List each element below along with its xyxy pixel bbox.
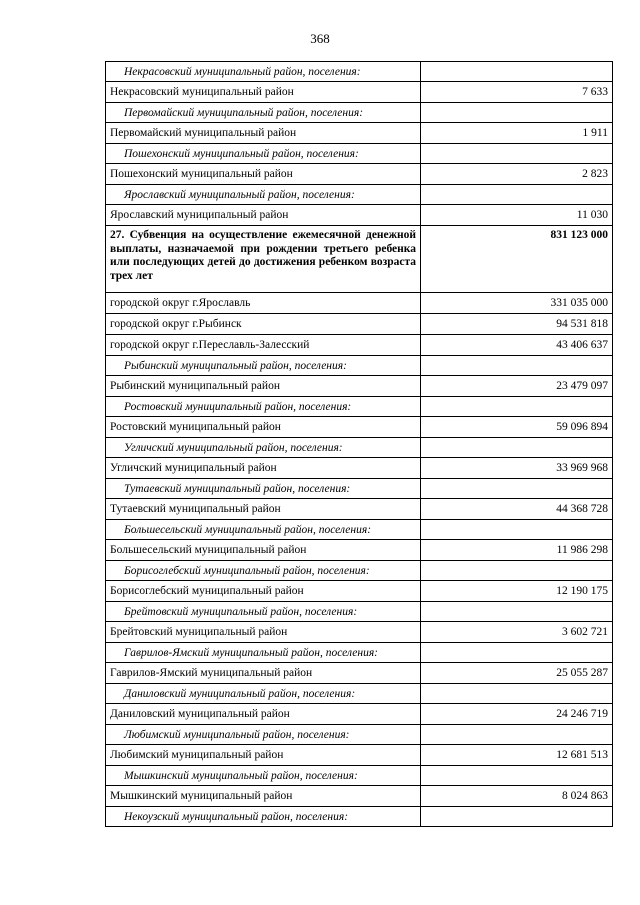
- row-amount: 2 823: [421, 164, 613, 185]
- row-amount: [421, 103, 613, 123]
- subheader-row: [106, 766, 613, 786]
- row-amount: [421, 397, 613, 417]
- row-name: Любимский муниципальный район: [106, 745, 421, 766]
- row-amount: 331 035 000: [421, 293, 613, 314]
- row-name: Мышкинский муниципальный район, поселения:: [106, 766, 421, 786]
- row-amount: 1 911: [421, 123, 613, 144]
- row-name: Ростовский муниципальный район, поселения:: [106, 397, 421, 417]
- section-title: 27. Субвенция на осуществление ежемесячной денежной выплаты, назначаемой при рождении третьего ребенка или последующих детей до достижения ребенком возраста трех лет: [106, 226, 421, 293]
- section-row: [106, 226, 613, 293]
- table-row: [106, 458, 613, 479]
- row-name: Ярославский муниципальный район: [106, 205, 421, 226]
- subheader-row: [106, 602, 613, 622]
- row-amount: [421, 766, 613, 786]
- row-name: Некрасовский муниципальный район, поселения:: [106, 62, 421, 82]
- row-name: Первомайский муниципальный район, поселения:: [106, 103, 421, 123]
- row-amount: [421, 602, 613, 622]
- row-name: Тутаевский муниципальный район, поселения:: [106, 479, 421, 499]
- row-name: Тутаевский муниципальный район: [106, 499, 421, 520]
- row-name: городской округ г.Рыбинск: [106, 314, 421, 335]
- subheader-row: [106, 144, 613, 164]
- row-name: Большесельский муниципальный район: [106, 540, 421, 561]
- subheader-row: [106, 520, 613, 540]
- row-amount: 43 406 637: [421, 335, 613, 356]
- budget-table: [105, 61, 613, 827]
- row-name: Даниловский муниципальный район, поселения:: [106, 684, 421, 704]
- row-amount: [421, 356, 613, 376]
- table-row: [106, 205, 613, 226]
- table-row: [106, 704, 613, 725]
- row-amount: 33 969 968: [421, 458, 613, 479]
- row-amount: 831 123 000: [421, 226, 613, 293]
- row-name: Гаврилов-Ямский муниципальный район, поселения:: [106, 643, 421, 663]
- subheader-row: [106, 438, 613, 458]
- row-amount: 11 030: [421, 205, 613, 226]
- row-name: Борисоглебский муниципальный район: [106, 581, 421, 602]
- row-name: Борисоглебский муниципальный район, поселения:: [106, 561, 421, 581]
- row-amount: [421, 643, 613, 663]
- row-amount: 8 024 863: [421, 786, 613, 807]
- row-amount: [421, 520, 613, 540]
- row-name: Угличский муниципальный район, поселения:: [106, 438, 421, 458]
- row-amount: 94 531 818: [421, 314, 613, 335]
- table-row: [106, 581, 613, 602]
- row-amount: 3 602 721: [421, 622, 613, 643]
- table-row: [106, 663, 613, 684]
- row-amount: 59 096 894: [421, 417, 613, 438]
- subheader-row: [106, 561, 613, 581]
- row-amount: 44 368 728: [421, 499, 613, 520]
- row-amount: [421, 438, 613, 458]
- table-row: [106, 293, 613, 314]
- row-amount: [421, 807, 613, 827]
- row-amount: [421, 479, 613, 499]
- row-name: Некоузский муниципальный район, поселения:: [106, 807, 421, 827]
- subheader-row: [106, 807, 613, 827]
- row-amount: [421, 62, 613, 82]
- row-amount: 12 681 513: [421, 745, 613, 766]
- page-number: 368: [310, 31, 330, 46]
- subheader-row: [106, 479, 613, 499]
- row-name: Даниловский муниципальный район: [106, 704, 421, 725]
- subheader-row: [106, 62, 613, 82]
- row-amount: 12 190 175: [421, 581, 613, 602]
- table-row: [106, 164, 613, 185]
- row-name: Рыбинский муниципальный район, поселения:: [106, 356, 421, 376]
- row-name: Пошехонский муниципальный район, поселения:: [106, 144, 421, 164]
- table-row: [106, 123, 613, 144]
- row-name: Некрасовский муниципальный район: [106, 82, 421, 103]
- row-amount: [421, 725, 613, 745]
- subheader-row: [106, 725, 613, 745]
- table-row: [106, 314, 613, 335]
- row-amount: 23 479 097: [421, 376, 613, 397]
- row-name: Мышкинский муниципальный район: [106, 786, 421, 807]
- row-amount: 11 986 298: [421, 540, 613, 561]
- table-row: [106, 540, 613, 561]
- row-name: Любимский муниципальный район, поселения:: [106, 725, 421, 745]
- table-row: [106, 499, 613, 520]
- row-name: Первомайский муниципальный район: [106, 123, 421, 144]
- row-amount: 7 633: [421, 82, 613, 103]
- subheader-row: [106, 185, 613, 205]
- row-name: Брейтовский муниципальный район: [106, 622, 421, 643]
- row-amount: [421, 144, 613, 164]
- table-row: [106, 417, 613, 438]
- table-row: [106, 376, 613, 397]
- row-amount: [421, 561, 613, 581]
- row-amount: [421, 185, 613, 205]
- row-name: Рыбинский муниципальный район: [106, 376, 421, 397]
- row-name: городской округ г.Переславль-Залесский: [106, 335, 421, 356]
- table-row: [106, 745, 613, 766]
- row-name: Угличский муниципальный район: [106, 458, 421, 479]
- subheader-row: [106, 103, 613, 123]
- row-amount: 24 246 719: [421, 704, 613, 725]
- row-name: Брейтовский муниципальный район, поселения:: [106, 602, 421, 622]
- subheader-row: [106, 356, 613, 376]
- row-name: Пошехонский муниципальный район: [106, 164, 421, 185]
- table-row: [106, 622, 613, 643]
- subheader-row: [106, 397, 613, 417]
- subheader-row: [106, 643, 613, 663]
- table-row: [106, 82, 613, 103]
- row-amount: [421, 684, 613, 704]
- row-name: Ростовский муниципальный район: [106, 417, 421, 438]
- subheader-row: [106, 684, 613, 704]
- row-name: Ярославский муниципальный район, поселения:: [106, 185, 421, 205]
- row-name: Гаврилов-Ямский муниципальный район: [106, 663, 421, 684]
- table-row: [106, 335, 613, 356]
- row-amount: 25 055 287: [421, 663, 613, 684]
- row-name: городской округ г.Ярославль: [106, 293, 421, 314]
- row-name: Большесельский муниципальный район, поселения:: [106, 520, 421, 540]
- budget-table-body: [106, 62, 613, 827]
- table-row: [106, 786, 613, 807]
